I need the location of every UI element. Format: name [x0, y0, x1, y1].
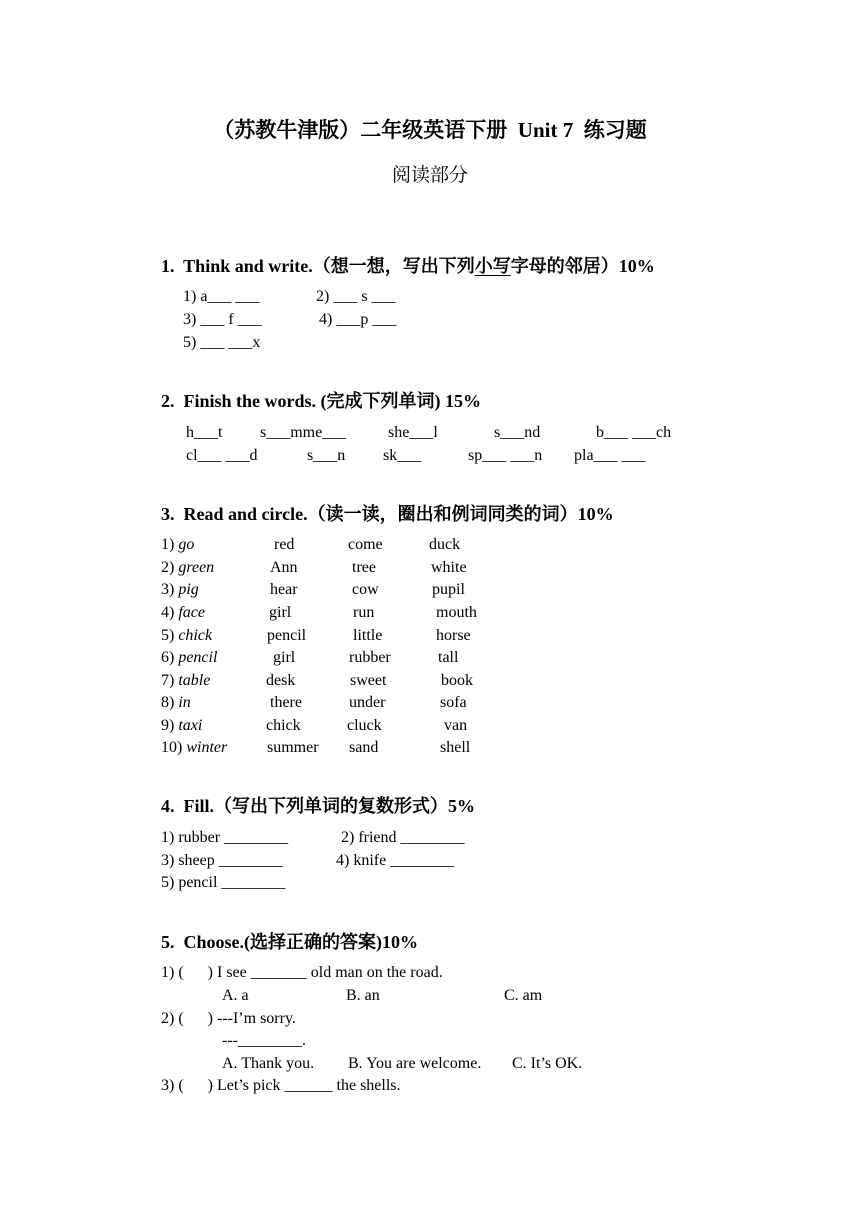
q3-word: sofa: [440, 694, 467, 711]
q3-word: pupil: [432, 581, 465, 598]
q3-example: face: [178, 604, 205, 621]
q3-row: [161, 739, 227, 757]
q3-example: table: [178, 672, 211, 689]
q2-word: pla___ ___: [574, 447, 646, 464]
q3-word: girl: [273, 649, 296, 666]
q3-word: cow: [352, 581, 379, 598]
q3-example: taxi: [178, 717, 203, 734]
q1-item: 3) ___ f ___: [183, 311, 262, 328]
q4-item: 4) knife ________: [336, 852, 455, 869]
q2-heading: 2. Finish the words. (完成下列单词) 15%: [161, 391, 482, 411]
q2-word: s___mme___: [260, 424, 347, 441]
q5-option: A. Thank you.: [222, 1055, 315, 1072]
q1-heading-post: 字母的邻居）10%: [510, 256, 655, 276]
q3-word: desk: [266, 672, 296, 689]
q3-num: 10): [161, 739, 183, 756]
q5-option: C. am: [504, 987, 543, 1004]
page-title: （苏教牛津版）二年级英语下册 Unit 7 练习题: [213, 118, 647, 142]
q3-num: 7): [161, 672, 175, 689]
q5-heading: 5. Choose.(选择正确的答案)10%: [161, 932, 418, 952]
q3-word: tall: [438, 649, 459, 666]
q3-num: 4): [161, 604, 175, 621]
q3-word: van: [444, 717, 468, 734]
q1-item: 2) ___ s ___: [316, 288, 396, 305]
q3-num: 9): [161, 717, 175, 734]
q3-word: book: [441, 672, 473, 689]
q2-word: s___nd: [494, 424, 541, 441]
q5-option: A. a: [222, 987, 249, 1004]
page-subtitle: 阅读部分: [391, 165, 468, 186]
q3-example: go: [178, 536, 195, 553]
q3-row: [161, 604, 205, 622]
q4-item: 5) pencil ________: [161, 874, 286, 891]
q3-num: 5): [161, 627, 175, 644]
q3-word: duck: [429, 536, 461, 553]
q3-word: rubber: [349, 649, 391, 666]
q3-word: summer: [267, 739, 319, 756]
q3-word: white: [431, 559, 467, 576]
q3-row: [161, 694, 191, 712]
q3-num: 3): [161, 581, 175, 598]
q5-option: C. It’s OK.: [512, 1055, 583, 1072]
q3-word: sand: [349, 739, 379, 756]
q4-item: 3) sheep ________: [161, 852, 283, 869]
q3-row: [161, 717, 202, 735]
q3-row: [161, 672, 210, 690]
q3-row: [161, 536, 194, 554]
q3-word: hear: [270, 581, 298, 598]
q2-word: b___ ___ch: [596, 424, 672, 441]
q1-heading-pre: 1. Think and write.（想一想，写出下列: [161, 256, 475, 276]
q2-word: she___l: [388, 424, 438, 441]
q5-option: B. an: [346, 987, 380, 1004]
q3-row: [161, 559, 214, 577]
q3-example: pencil: [178, 649, 218, 666]
q3-word: Ann: [270, 559, 298, 576]
q5-option: B. You are welcome.: [348, 1055, 482, 1072]
q2-word: h___t: [186, 424, 223, 441]
q5-reply: ---________.: [222, 1032, 306, 1049]
q3-word: mouth: [436, 604, 477, 621]
q2-word: cl___ ___d: [186, 447, 258, 464]
q3-row: [161, 581, 199, 599]
q4-item: 1) rubber ________: [161, 829, 289, 846]
q3-word: horse: [436, 627, 471, 644]
q3-word: sweet: [350, 672, 387, 689]
q3-row: [161, 649, 217, 667]
q3-heading: 3. Read and circle.（读一读，圈出和例词同类的词）10%: [161, 504, 614, 524]
q1-item: 5) ___ ___x: [183, 334, 261, 351]
q3-row: [161, 627, 212, 645]
q1-heading: [161, 252, 655, 278]
q4-item: 2) friend ________: [341, 829, 465, 846]
q3-word: shell: [440, 739, 471, 756]
q3-word: red: [274, 536, 295, 553]
q4-heading: 4. Fill.（写出下列单词的复数形式）5%: [161, 796, 475, 816]
q3-example: winter: [186, 739, 228, 756]
q5-question-3: 3) ( ) Let’s pick ______ the shells.: [161, 1077, 401, 1094]
q3-word: chick: [266, 717, 301, 734]
q3-word: cluck: [347, 717, 382, 734]
q3-word: girl: [269, 604, 292, 621]
q3-example: pig: [178, 581, 199, 598]
q3-example: in: [178, 694, 191, 711]
q3-word: little: [353, 627, 383, 644]
q3-example: chick: [178, 627, 213, 644]
q1-item: 4) ___p ___: [319, 311, 397, 328]
q3-word: come: [348, 536, 383, 553]
q3-num: 6): [161, 649, 175, 666]
q3-num: 8): [161, 694, 175, 711]
q3-word: tree: [352, 559, 376, 576]
q2-word: sk___: [383, 447, 422, 464]
q3-num: 2): [161, 559, 175, 576]
q5-question-2: 2) ( ) ---I’m sorry.: [161, 1010, 296, 1027]
q3-example: green: [178, 559, 215, 576]
q3-word: pencil: [267, 627, 307, 644]
q3-num: 1): [161, 536, 175, 553]
q1-item: 1) a___ ___: [183, 288, 260, 305]
q2-word: s___n: [307, 447, 346, 464]
q5-question-1: 1) ( ) I see _______ old man on the road.: [161, 964, 443, 981]
q3-word: there: [270, 694, 302, 711]
q3-word: under: [349, 694, 386, 711]
q1-heading-underlined: 小写: [474, 256, 511, 276]
q3-word: run: [353, 604, 375, 621]
q2-word: sp___ ___n: [468, 447, 543, 464]
